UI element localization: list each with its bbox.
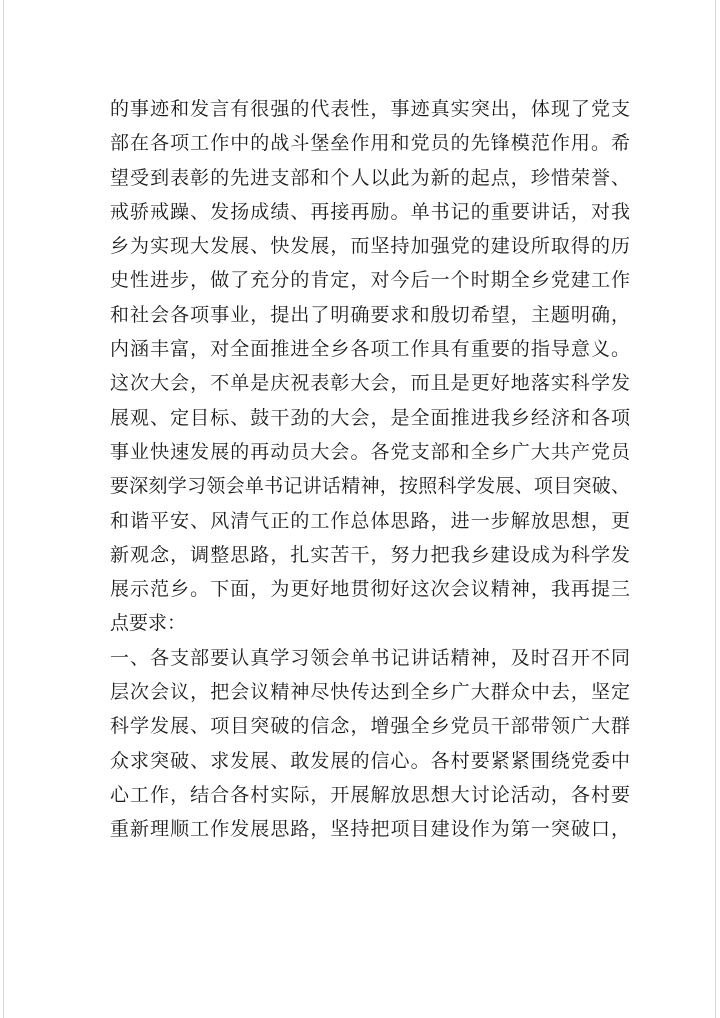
text-line: 心工作，结合各村实际，开展解放思想大讨论活动，各村要 (110, 783, 630, 806)
text-line: 要深刻学习领会单书记讲话精神，按照科学发展、项目突破、 (110, 475, 630, 498)
text-line: 一、各支部要认真学习领会单书记讲话精神，及时召开不同 (110, 646, 630, 669)
text-line: 史性进步，做了充分的肯定，对今后一个时期全乡党建工作 (110, 269, 630, 292)
text-line: 乡为实现大发展、快发展，而坚持加强党的建设所取得的历 (110, 235, 630, 258)
text-line: 的事迹和发言有很强的代表性，事迹真实突出，体现了党支 (110, 98, 630, 120)
text-line: 众求突破、求发展、敢发展的信心。各村要紧紧围绕党委中 (110, 749, 630, 772)
text-line: 点要求： (110, 612, 187, 635)
text-line: 重新理顺工作发展思路，坚持把项目建设作为第一突破口， (110, 818, 630, 841)
text-line: 望受到表彰的先进支部和个人以此为新的起点，珍惜荣誉、 (110, 166, 630, 189)
text-line: 戒骄戒躁、发扬成绩、再接再励。单书记的重要讲话，对我 (110, 200, 630, 223)
text-line: 展示范乡。下面，为更好地贯彻好这次会议精神，我再提三 (110, 578, 630, 601)
text-line: 和谐平安、风清气正的工作总体思路，进一步解放思想，更 (110, 509, 630, 532)
page-edge-left (3, 0, 4, 1018)
text-line: 这次大会，不单是庆祝表彰大会，而且是更好地落实科学发 (110, 372, 630, 395)
text-line: 展观、定目标、鼓干劲的大会，是全面推进我乡经济和各项 (110, 406, 630, 429)
page-edge-right (715, 0, 716, 1018)
text-line: 内涵丰富，对全面推进全乡各项工作具有重要的指导意义。 (110, 338, 630, 361)
text-line: 科学发展、项目突破的信念，增强全乡党员干部带领广大群 (110, 715, 630, 738)
text-line: 部在各项工作中的战斗堡垒作用和党员的先锋模范作用。希 (110, 132, 630, 155)
text-line: 层次会议，把会议精神尽快传达到全乡广大群众中去，坚定 (110, 681, 630, 704)
body-text (110, 92, 630, 847)
text-line: 新观念，调整思路，扎实苦干，努力把我乡建设成为科学发 (110, 543, 630, 566)
text-line: 事业快速发展的再动员大会。各党支部和全乡广大共产党员 (110, 440, 630, 463)
text-line: 和社会各项事业，提出了明确要求和殷切希望，主题明确， (110, 303, 630, 326)
